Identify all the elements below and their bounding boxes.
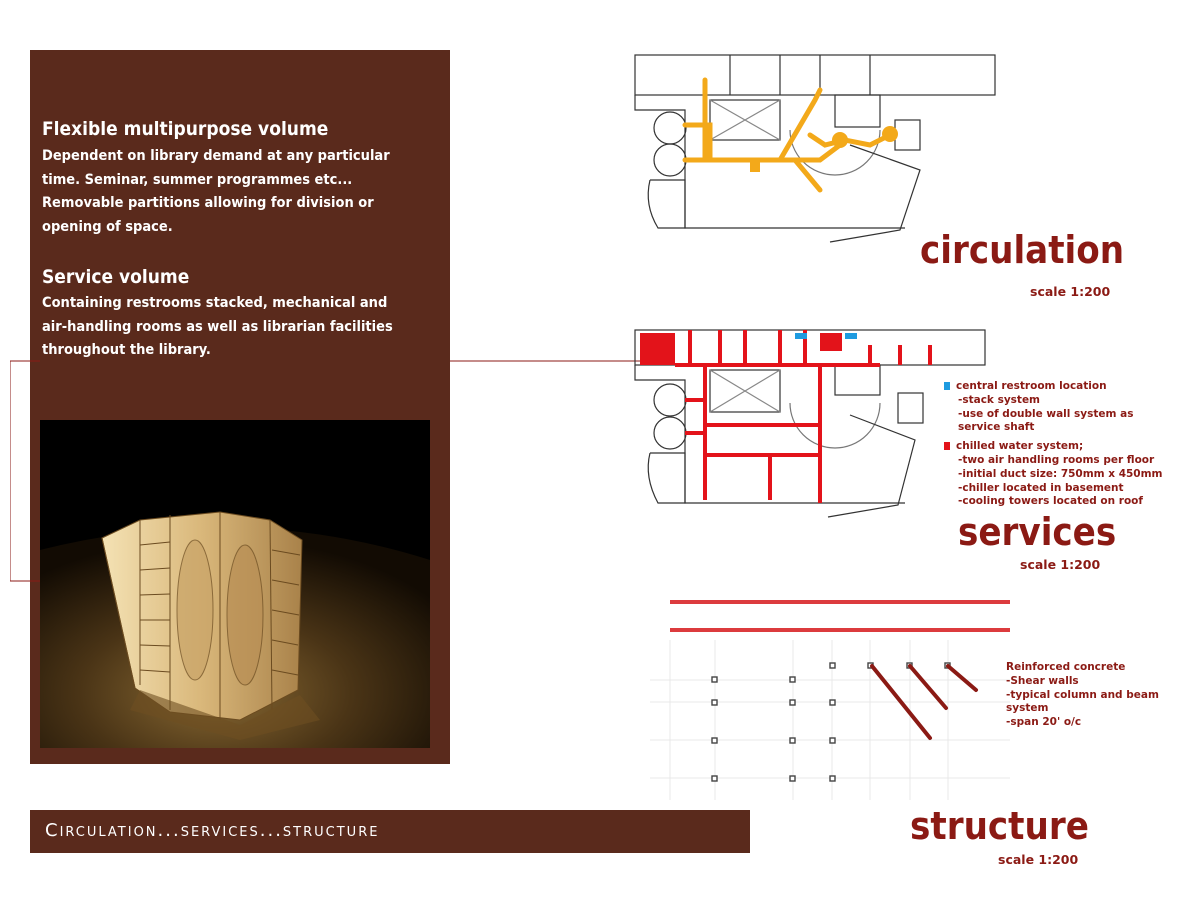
- structure-scale: scale 1:200: [998, 852, 1079, 867]
- note-line: [944, 380, 1163, 394]
- footer-text: Circulation...services...structure: [45, 820, 380, 841]
- note-line: -two air handling rooms per floor: [958, 453, 1155, 466]
- structure-title: structure: [910, 804, 1089, 848]
- structure-notes: [1006, 661, 1159, 730]
- flexible-volume-heading: Flexible multipurpose volume: [42, 118, 329, 140]
- note-line: Reinforced concrete: [1006, 661, 1126, 673]
- note-line: -Shear walls: [1006, 674, 1079, 687]
- circulation-scale: scale 1:200: [1030, 284, 1111, 299]
- circulation-plan-diagram: [630, 50, 1000, 245]
- chilled-water-note-heading: chilled water system;: [956, 440, 1084, 453]
- connector-line: [10, 360, 640, 582]
- note-line: -span 20' o/c: [1006, 716, 1082, 729]
- text-line: time. Seminar, summer programmes etc...: [42, 171, 353, 188]
- text-line: Removable partitions allowing for division or: [42, 195, 374, 211]
- note-line: -typical column and beam: [1006, 688, 1159, 701]
- circulation-title: circulation: [920, 228, 1125, 272]
- note-line: -stack system: [958, 393, 1041, 406]
- service-volume-heading: Service volume: [42, 266, 190, 288]
- note-line: [944, 440, 1163, 454]
- note-line: -chiller located in basement: [958, 481, 1124, 494]
- service-volume-text: [42, 292, 393, 363]
- note-line: -cooling towers located on roof: [958, 495, 1143, 508]
- services-title: services: [958, 510, 1117, 554]
- note-line: -initial duct size: 750mm x 450mm: [958, 467, 1163, 480]
- text-line: opening of space.: [42, 218, 173, 235]
- note-line: service shaft: [958, 421, 1035, 434]
- footer-banner: [30, 810, 750, 853]
- flexible-volume-text: [42, 145, 390, 239]
- text-line: Dependent on library demand at any particular: [42, 148, 390, 164]
- chilled-water-key-swatch: [944, 442, 950, 450]
- structure-grid-diagram: [650, 590, 1010, 800]
- restroom-note-heading: central restroom location: [956, 380, 1107, 392]
- restroom-key-swatch: [944, 382, 950, 390]
- text-line: air-handling rooms as well as librarian facilities: [42, 318, 393, 335]
- note-line: -use of double wall system as: [958, 407, 1134, 420]
- services-notes: [944, 380, 1163, 509]
- services-scale: scale 1:200: [1020, 557, 1101, 572]
- text-line: Containing restrooms stacked, mechanical and: [42, 295, 388, 311]
- text-line: throughout the library.: [42, 342, 211, 358]
- note-line: system: [1006, 702, 1049, 715]
